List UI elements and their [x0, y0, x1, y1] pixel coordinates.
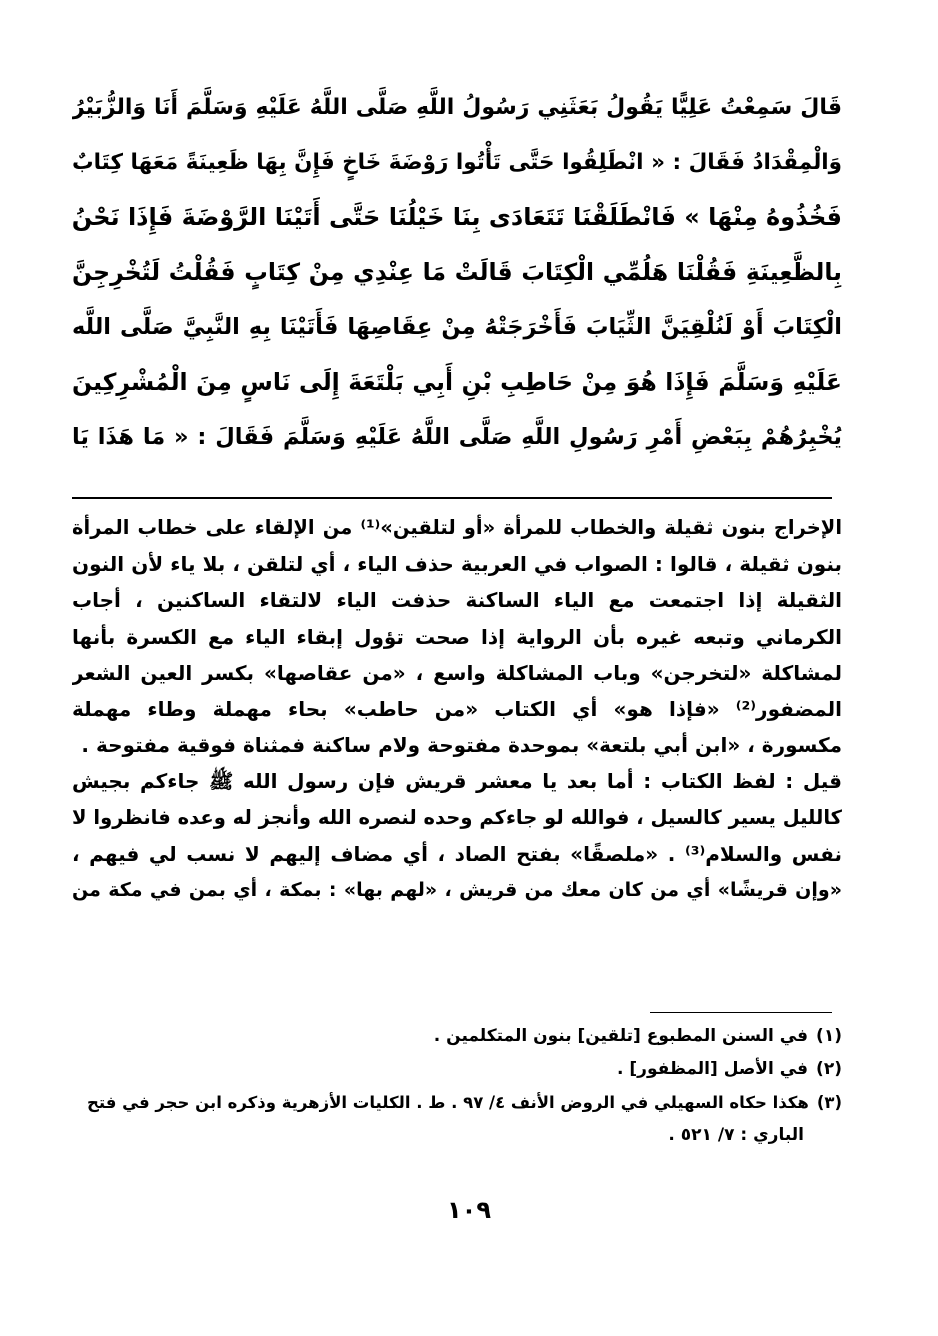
commentary-line: الكرماني وتبعه غيره بأن الرواية إذا صحت تؤول إبقاء الياء مع الكسرة بأنها [72, 624, 842, 649]
footnote-number: (٣) [816, 1093, 842, 1112]
footnote-number: (٢) [816, 1059, 842, 1079]
footnote-2 [72, 1053, 842, 1086]
hadith-line: قَالَ سَمِعْتُ عَلِيًّا يَقُولُ بَعَثَنِي رَسُولُ اللَّهِ صَلَّى اللَّهُ عَلَيْهِ وَسَلَّمَ أَنَا وَالزُّبَيْرُ [72, 95, 842, 120]
commentary-line: الثقيلة إذا اجتمعت مع الياء الساكنة حذفت الياء لالتقاء الساكنين ، أجاب [72, 588, 842, 613]
commentary-line: قيل : لفظ الكتاب : أما بعد يا معشر قريش فإن رسول الله ﷺ جاءكم بجيش [72, 769, 842, 794]
footnote-text: هكذا حكاه السهيلي في الروض الأنف ٤/ ٩٧ . ط . الكليات الأزهرية وذكره ابن حجر في فتح [86, 1093, 809, 1112]
footnote-divider [650, 1012, 832, 1013]
footnote-3 [72, 1086, 842, 1119]
footnotes [72, 1020, 842, 1152]
hadith-line: يُخْبِرُهُمْ بِبَعْضِ أَمْرِ رَسُولِ اللَّهِ صَلَّى اللَّهُ عَلَيْهِ وَسَلَّمَ فَقَالَ : « مَا هَذَا يَا [72, 424, 842, 450]
commentary-line: «وإن قريشًا» أي من كان معك من قريش ، «لهم بها» : بمكة ، أي بمن في مكة من [72, 878, 842, 901]
footnote-number: (١) [816, 1026, 842, 1046]
commentary-line: بنون ثقيلة ، قالوا : الصواب في العربية حذف الياء ، أي لتلقن ، بلا ياء لأن النون [72, 552, 842, 577]
hadith-line: فَخُذُوهُ مِنْهَا » فَانْطَلَقْنَا تَتَعَادَى بِنَا خَيْلُنَا حَتَّى أَتَيْنَا الرَّوْضَةَ فَإِذَا نَحْنُ [72, 203, 842, 231]
hadith-line: وَالْمِقْدَادُ فَقَالَ : « انْطَلِقُوا حَتَّى تَأْتُوا رَوْضَةَ خَاخٍ فَإِنَّ بِهَا ظَعِينَةً مَعَهَا كِتَابٌ [72, 150, 842, 175]
footnote-text: في السنن المطبوع [تلقين] بنون المتكلمين . [433, 1026, 809, 1046]
commentary-line: الإخراج بنون ثقيلة والخطاب للمرأة «أو لتلقين»⁽¹⁾ من الإلقاء على خطاب المرأة [72, 516, 842, 539]
commentary-line: نفس والسلام⁽³⁾ . «ملصقًا» بفتح الصاد ، أي مضاف إليهم لا نسب لي فيهم ، [72, 841, 842, 866]
footnote-text: في الأصل [المظفور] . [617, 1059, 809, 1079]
hadith-line: الْكِتَابَ أَوْ لَنُلْقِيَنَّ الثِّيَابَ فَأَخْرَجَتْهُ مِنْ عِقَاصِهَا فَأَتَيْنَا بِهِ النَّبِيَّ صَلَّى اللَّه [72, 314, 842, 340]
footnote-continuation: الباري : ٧/ ٥٢١ . [668, 1125, 804, 1145]
hadith-line: بِالظَّعِينَةِ فَقُلْنَا هَلُمِّي الْكِتَابَ قَالَتْ مَا عِنْدِي مِنْ كِتَابٍ فَقُلْتُ لَتُخْرِجِنَّ [72, 258, 842, 286]
commentary-text [72, 510, 842, 908]
hadith-line: عَلَيْهِ وَسَلَّمَ فَإِذَا هُوَ مِنْ حَاطِبِ بْنِ أَبِي بَلْتَعَةَ إِلَى نَاسٍ مِنَ الْمُشْرِكِينَ [72, 368, 842, 396]
page-number: ١٠٩ [447, 1196, 491, 1224]
footnote-1 [72, 1020, 842, 1053]
section-divider [72, 497, 832, 499]
commentary-line: كالليل يسير كالسيل ، فوالله لو جاءكم وحده لنصره الله وأنجز له وعده فانظروا لا [72, 805, 842, 829]
hadith-text [72, 80, 842, 465]
commentary-line: مكسورة ، «ابن أبي بلتعة» بموحدة مفتوحة ولام ساكنة فمثناة فوقية مفتوحة . [81, 733, 842, 758]
commentary-line: المضفور⁽²⁾ «فإذا هو» أي الكتاب «من حاطب» بحاء مهملة وطاء مهملة [72, 696, 842, 721]
commentary-line: لمشاكلة «لتخرجن» وباب المشاكلة واسع ، «من عقاصها» بكسر العين الشعر [72, 660, 842, 685]
